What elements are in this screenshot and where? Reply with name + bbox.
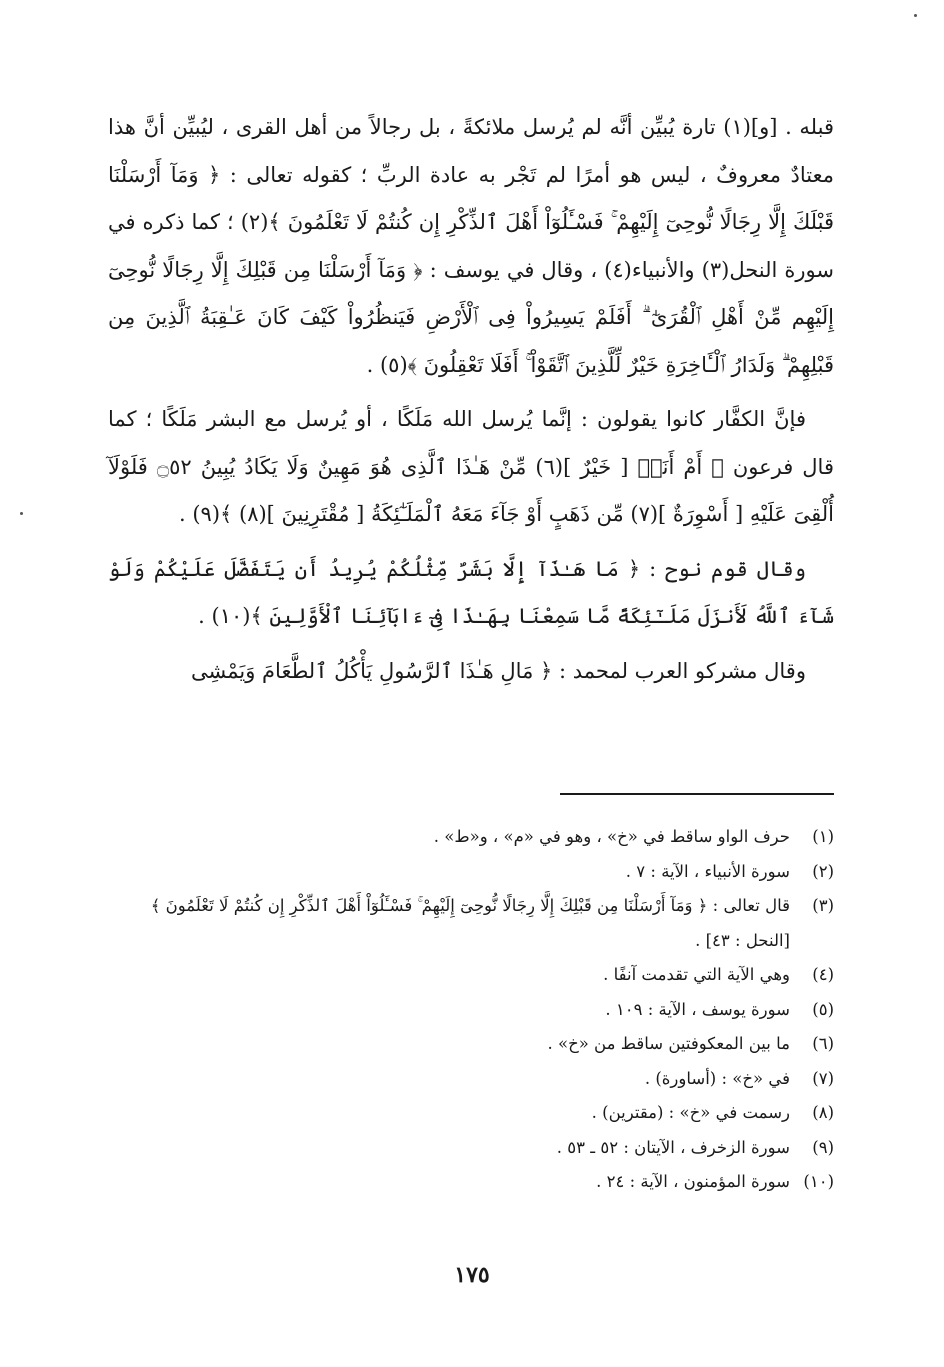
footnote-number: (٥)	[812, 999, 834, 1019]
scan-speck	[914, 14, 917, 17]
paragraph: قبله . [و](١) تارة يُبيِّن أنَّه لم يُرسل ملائكةً ، بل رجالاً من أهل القرى ، ليُبيِّن أنَّ هذا معتادٌ معروفٌ ، ليس هو أمرًا لم تَجْر به عادة الربِّ ؛ كقوله تعالى : ﴿ وَمَآ أَرْسَلْنَا قَبْلَكَ إِلَّا رِجَالًا نُّوحِىٓ إِلَيْهِمْ ۚ فَسْـَٔلُوٓاْ أَهْلَ ٱلذِّكْرِ إِن كُنتُمْ لَا تَعْلَمُونَ ﴾(٢) ؛ كما ذكره في سورة النحل(٣) والأنبياء(٤) ، وقال في يوسف : ﴿ وَمَآ أَرْسَلْنَا مِن قَبْلِكَ إِلَّا رِجَالًا نُّوحِىٓ إِلَيْهِم مِّنْ أَهْلِ ٱلْقُرَىٰٓ ۗ أَفَلَمْ يَسِيرُواْ فِى ٱلْأَرْضِ فَيَنظُرُواْ كَيْفَ كَانَ عَـٰقِبَةُ ٱلَّذِينَ مِن قَبْلِهِمْ ۗ وَلَدَارُ ٱلْـَٔاخِرَةِ خَيْرٌ لِّلَّذِينَ ٱتَّقَوْاْ ۚ أَفَلَا تَعْقِلُونَ ﴾(٥) .	[108, 115, 834, 377]
paragraph: وقال قوم نوح : ﴿ مَا هَـٰذَآ إِلَّا بَشَرٌ مِّثْلُكُمْ يُرِيدُ أَن يَتَفَضَّلَ عَلَيْكُمْ وَلَوْ شَآءَ ٱللَّهُ لَأَنزَلَ مَلَـٰٓئِكَةً مَّا سَمِعْنَا بِهَـٰذَا فِىٓ ءَابَآئِنَا ٱلْأَوَّلِينَ ﴾(١٠) .	[108, 556, 834, 628]
footnote-text: سورة الزخرف ، الآيتان : ٥٢ ـ ٥٣ .	[556, 1137, 790, 1157]
footnote	[108, 855, 834, 890]
footnote	[108, 1027, 834, 1062]
footnote	[108, 993, 834, 1028]
footnote-number: (٣)	[812, 896, 834, 915]
footnote-text: حرف الواو ساقط في «خ» ، وهو في «م» ، و«ط» .	[433, 827, 790, 846]
footnote-text: رسمت في «خ» : (مقترين) .	[591, 1103, 790, 1122]
footnote-number: (٤)	[812, 965, 834, 984]
footnote-text: سورة يوسف ، الآية : ١٠٩ .	[605, 999, 790, 1019]
footnote	[108, 889, 834, 958]
footnote-text: قال تعالى : ﴿ وَمَآ أَرْسَلْنَا مِن قَبْلِكَ إِلَّا رِجَالًا نُّوحِىٓ إِلَيْهِمْ ۚ فَسْـَٔلُوٓاْ أَهْلَ ٱلذِّكْرِ إِن كُنتُمْ لَا تَعْلَمُونَ ﴾ [النحل : ٤٣] .	[150, 896, 790, 950]
footnote-text: وهي الآية التي تقدمت آنفًا .	[603, 965, 790, 984]
footnotes	[108, 820, 834, 1200]
main-text	[108, 104, 834, 695]
footnote-number: (٨)	[812, 1103, 834, 1122]
footnote	[108, 1131, 834, 1166]
footnote-number: (١٠)	[803, 1172, 834, 1191]
scan-speck	[20, 512, 23, 515]
footnote-number: (٦)	[812, 1034, 834, 1053]
footnote	[108, 1062, 834, 1097]
paragraph: فإنَّ الكفَّار كانوا يقولون : إنَّما يُرسل الله مَلَكًا ، أو يُرسل مع البشر مَلَكًا ؛ كما قال فرعون ﴿ أَمْ أَنَا۠ [ خَيْرٌ ](٦) مِّنْ هَـٰذَا ٱلَّذِى هُوَ مَهِينٌ وَلَا يَكَادُ يُبِينُ ۝٥٢ فَلَوْلَآ أُلْقِىَ عَلَيْهِ [ أَسْوِرَةٌ ](٧) مِّن ذَهَبٍ أَوْ جَآءَ مَعَهُ ٱلْمَلَـٰٓئِكَةُ [ مُقْتَرِنِينَ ](٨) ﴾(٩) .	[108, 407, 834, 526]
footnote	[108, 820, 834, 855]
footnote-text: سورة المؤمنون ، الآية : ٢٤ .	[596, 1172, 790, 1191]
footnote-number: (٢)	[812, 861, 834, 881]
footnote-number: (٩)	[812, 1137, 834, 1157]
paragraph: وقال مشركو العرب لمحمد : ﴿ مَالِ هَـٰذَا ٱلرَّسُولِ يَأْكُلُ ٱلطَّعَامَ وَيَمْشِى	[191, 658, 806, 683]
footnote-number: (٧)	[812, 1068, 834, 1088]
footnote	[108, 1096, 834, 1131]
page-number: ١٧٥	[454, 1262, 490, 1288]
footnote-text: ما بين المعكوفتين ساقط من «خ» .	[547, 1034, 790, 1053]
footnote-text: سورة الأنبياء ، الآية : ٧ .	[625, 861, 790, 881]
footnote	[108, 958, 834, 993]
footnote-separator	[560, 793, 834, 795]
footnote-number: (١)	[812, 827, 834, 846]
footnote	[108, 1165, 834, 1200]
footnote-text: في «خ» : (أساورة) .	[644, 1068, 790, 1088]
